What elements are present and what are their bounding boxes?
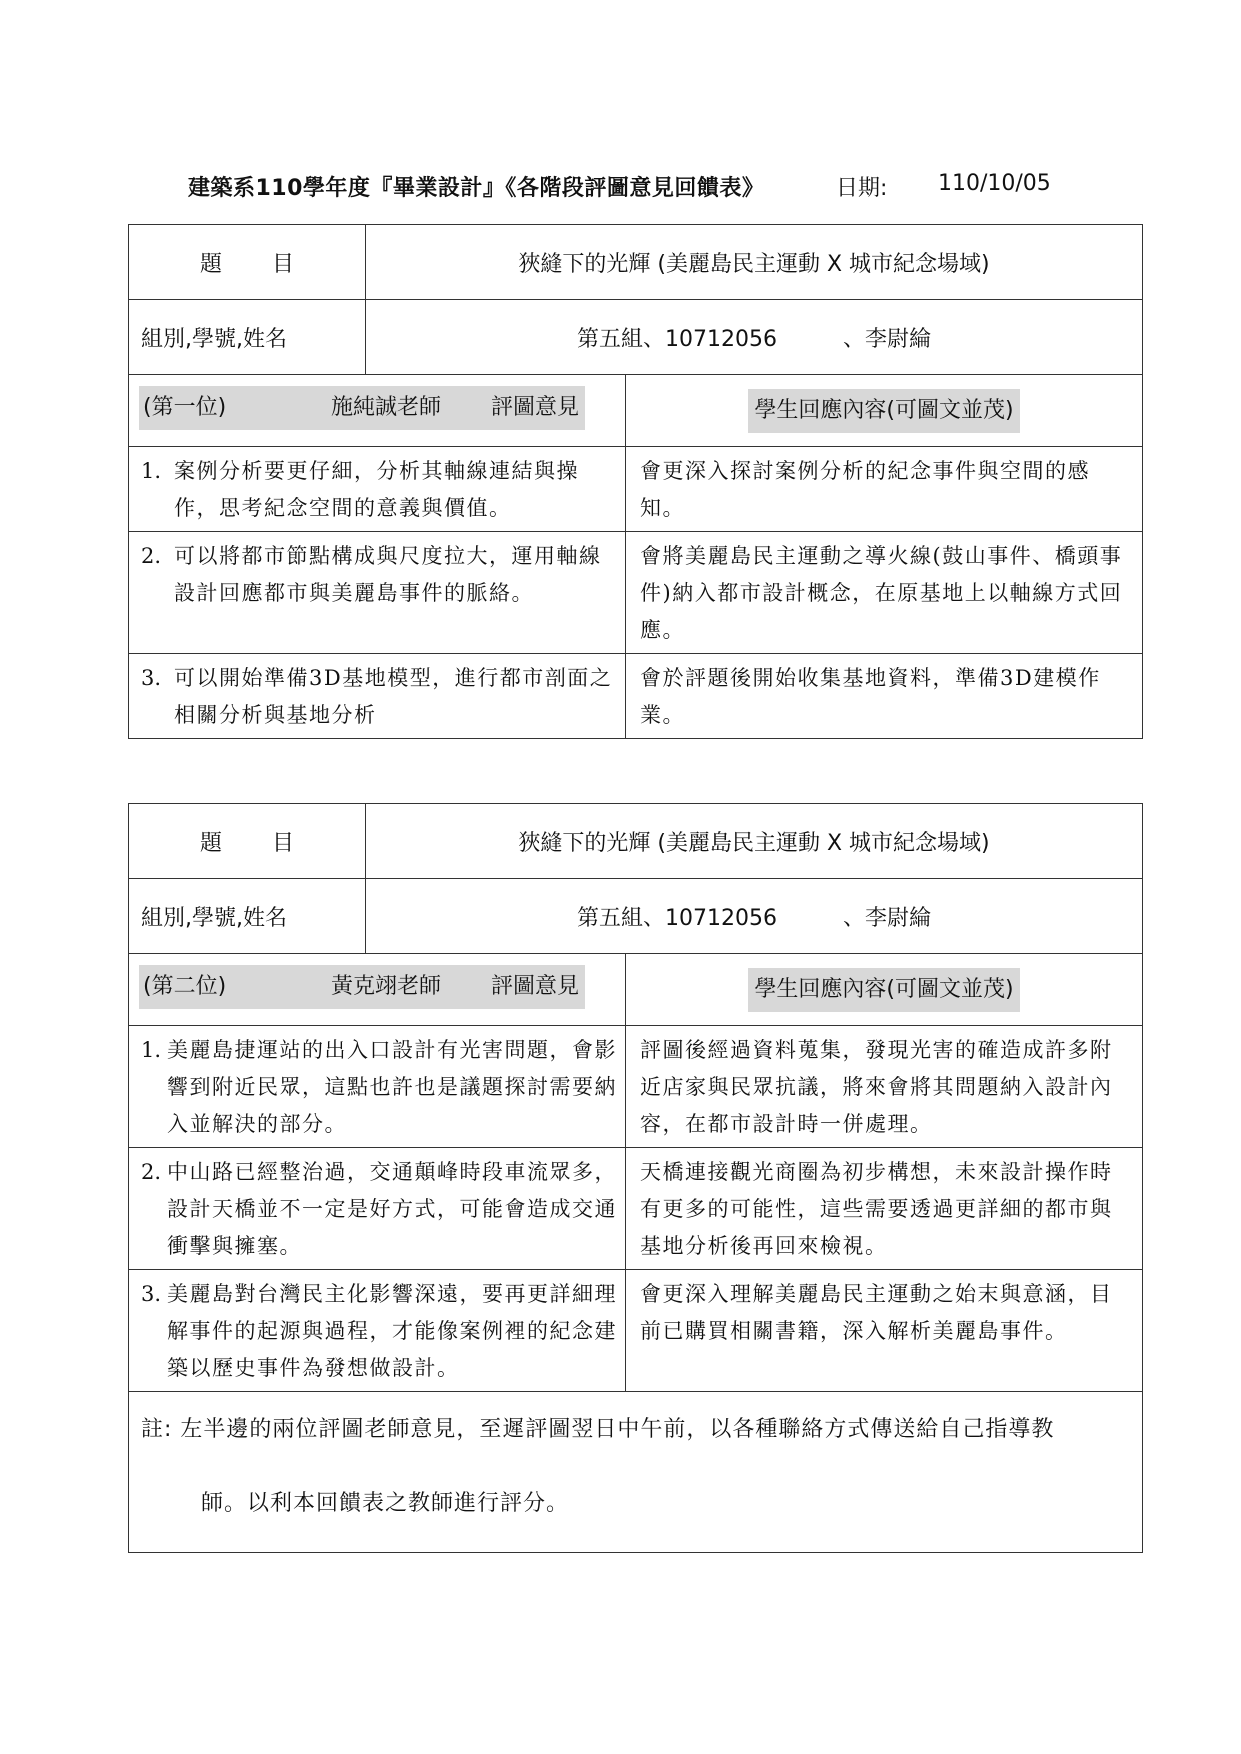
opinion-label: 評圖意見 [491,973,580,999]
group-row [129,300,1143,375]
review-item-row [129,1148,1143,1270]
comment-cell: 1. 美麗島捷運站的出入口設計有光害問題，會影響到附近民眾，這點也許也是議題探討需要納入並解決的部分。 [129,1026,626,1148]
note-line-1: 註: 左半邊的兩位評圖老師意見，至遲評圖翌日中午前，以各種聯絡方式傳送給自己指導教 [141,1417,1055,1442]
reviewer-name: 黃克翊老師 [331,973,442,999]
review-table-2 [128,803,1143,1553]
topic-row [129,225,1143,300]
review-header-row [129,375,1143,447]
comment-cell: 2. 中山路已經整治過，交通顛峰時段車流眾多，設計天橋並不一定是好方式，可能會造成交通衝擊與擁塞。 [129,1148,626,1270]
topic-label: 題 目 [129,804,366,879]
review-item-row [129,654,1143,739]
review-header-row [129,954,1143,1026]
review-item-row [129,1026,1143,1148]
opinion-label: 評圖意見 [491,394,580,420]
reviewer-header [129,375,626,447]
comment-cell: 3. 美麗島對台灣民主化影響深遠，要再更詳細理解事件的起源與過程，才能像案例裡的紀念建築以歷史事件為發想做設計。 [129,1270,626,1392]
topic-value: 狹縫下的光輝 (美麗島民主運動 X 城市紀念場域) [366,804,1143,879]
note-line-2: 師。以利本回饋表之教師進行評分。 [201,1491,570,1516]
response-cell: 會更深入探討案例分析的紀念事件與空間的感知。 [626,447,1143,532]
reviewer-position: (第二位) [143,973,227,999]
group-label: 組別,學號,姓名 [129,300,366,375]
reviewer-position: (第一位) [143,394,227,420]
group-row [129,879,1143,954]
topic-row [129,804,1143,879]
response-cell: 會將美麗島民主運動之導火線(鼓山事件、橋頭事件)納入都市設計概念，在原基地上以軸線方式回應。 [626,532,1143,654]
response-header: 學生回應內容(可圖文並茂) [626,954,1143,1026]
review-table-1 [128,224,1143,739]
review-item-row [129,447,1143,532]
response-cell: 會更深入理解美麗島民主運動之始末與意涵，目前已購買相關書籍，深入解析美麗島事件。 [626,1270,1143,1392]
header [188,171,1088,205]
response-cell: 天橋連接觀光商圈為初步構想，未來設計操作時有更多的可能性，這些需要透過更詳細的都市與基地分析後再回來檢視。 [626,1148,1143,1270]
review-item-row [129,1270,1143,1392]
date-value: 110/10/05 [938,171,1051,196]
comment-cell: 2. 可以將都市節點構成與尺度拉大，運用軸線設計回應都市與美麗島事件的脈絡。 [129,532,626,654]
topic-value: 狹縫下的光輝 (美麗島民主運動 X 城市紀念場域) [366,225,1143,300]
reviewer-name: 施純誠老師 [331,394,442,420]
note-row [129,1392,1143,1553]
response-cell: 會於評題後開始收集基地資料，準備3D建模作業。 [626,654,1143,739]
comment-cell: 1. 案例分析要更仔細，分析其軸線連結與操作，思考紀念空間的意義與價值。 [129,447,626,532]
group-label: 組別,學號,姓名 [129,879,366,954]
topic-label: 題 目 [129,225,366,300]
document-title: 建築系110學年度『畢業設計』《各階段評圖意見回饋表》 [188,176,765,201]
comment-cell: 3. 可以開始準備3D基地模型，進行都市剖面之相關分析與基地分析 [129,654,626,739]
response-header: 學生回應內容(可圖文並茂) [626,375,1143,447]
response-cell: 評圖後經過資料蒐集，發現光害的確造成許多附近店家與民眾抗議，將來會將其問題納入設計內容，在都市設計時一併處理。 [626,1026,1143,1148]
reviewer-header [129,954,626,1026]
review-item-row [129,532,1143,654]
date-label: 日期: [836,176,888,201]
note-cell [129,1392,1143,1553]
group-value: 第五組、10712056 、李尉綸 [366,300,1143,375]
group-value: 第五組、10712056 、李尉綸 [366,879,1143,954]
